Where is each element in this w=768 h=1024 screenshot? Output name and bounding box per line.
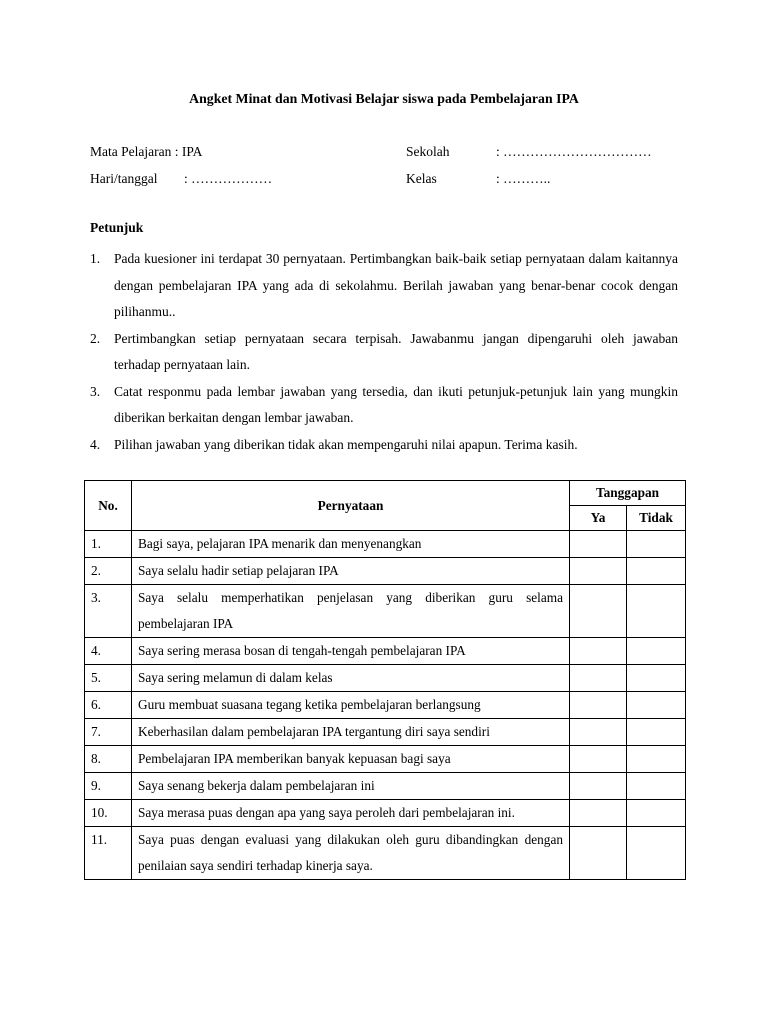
sekolah-field[interactable]: : …………………………… — [496, 144, 652, 159]
row-number: 10. — [85, 800, 132, 827]
table-row — [85, 719, 686, 746]
answer-tidak-cell[interactable] — [627, 585, 686, 638]
row-number: 3. — [85, 585, 132, 638]
table-row — [85, 585, 686, 638]
answer-ya-cell[interactable] — [570, 585, 627, 638]
mata-pelajaran-label: Mata Pelajaran : IPA — [90, 144, 203, 159]
row-number: 7. — [85, 719, 132, 746]
answer-ya-cell[interactable] — [570, 719, 627, 746]
table-row — [85, 558, 686, 585]
table-row — [85, 827, 686, 880]
table-row — [85, 692, 686, 719]
page-title: Angket Minat dan Motivasi Belajar siswa pada Pembelajaran IPA — [189, 91, 579, 106]
statement-text: Saya senang bekerja dalam pembelajaran ini — [132, 773, 570, 800]
instruction-list — [90, 246, 678, 458]
instruction-text: Pilihan jawaban yang diberikan tidak akan mempengaruhi nilai apapun. Terima kasih. — [114, 436, 578, 452]
instruction-number: 4. — [90, 436, 101, 452]
header-pernyataan: Pernyataan — [132, 481, 570, 531]
answer-tidak-cell[interactable] — [627, 638, 686, 665]
answer-tidak-cell[interactable] — [627, 719, 686, 746]
row-number: 4. — [85, 638, 132, 665]
answer-tidak-cell[interactable] — [627, 531, 686, 558]
answer-ya-cell[interactable] — [570, 827, 627, 880]
hari-tanggal-label: Hari/tanggal — [90, 171, 158, 186]
table-row — [85, 638, 686, 665]
answer-ya-cell[interactable] — [570, 800, 627, 827]
statement-text: Pembelajaran IPA memberikan banyak kepuasan bagi saya — [132, 746, 570, 773]
instruction-number: 1. — [90, 251, 101, 266]
row-number: 8. — [85, 746, 132, 773]
statement-text: Saya puas dengan evaluasi yang dilakukan oleh guru dibandingkan dengan penilaian saya sendiri terhadap kinerja saya. — [132, 827, 570, 880]
answer-tidak-cell[interactable] — [627, 800, 686, 827]
table-row — [85, 665, 686, 692]
instruction-number: 2. — [90, 330, 101, 346]
answer-ya-cell[interactable] — [570, 665, 627, 692]
answer-tidak-cell[interactable] — [627, 746, 686, 773]
instruction-item — [90, 432, 678, 459]
answer-tidak-cell[interactable] — [627, 692, 686, 719]
answer-tidak-cell[interactable] — [627, 665, 686, 692]
header-tidak: Tidak — [627, 506, 686, 531]
answer-ya-cell[interactable] — [570, 531, 627, 558]
row-number: 11. — [85, 827, 132, 880]
answer-ya-cell[interactable] — [570, 773, 627, 800]
petunjuk-heading: Petunjuk — [90, 220, 144, 235]
table-row — [85, 746, 686, 773]
statement-text: Saya selalu hadir setiap pelajaran IPA — [132, 558, 570, 585]
table-row — [85, 531, 686, 558]
sekolah-label: Sekolah — [406, 144, 450, 159]
instruction-item — [90, 326, 678, 379]
hari-tanggal-field[interactable]: : ……………… — [184, 171, 273, 186]
row-number: 9. — [85, 773, 132, 800]
instruction-text: Pertimbangkan setiap pernyataan secara terpisah. Jawabanmu jangan dipengaruhi oleh jawaban terhadap pernyataan lain. — [114, 330, 678, 372]
statement-text: Saya merasa puas dengan apa yang saya peroleh dari pembelajaran ini. — [132, 800, 570, 827]
statement-text: Bagi saya, pelajaran IPA menarik dan menyenangkan — [132, 531, 570, 558]
row-number: 1. — [85, 531, 132, 558]
answer-tidak-cell[interactable] — [627, 558, 686, 585]
questionnaire-table — [84, 480, 686, 880]
instruction-text: Pada kuesioner ini terdapat 30 pernyataan. Pertimbangkan baik-baik setiap pernyataan dalam kaitannya dengan pembelajaran IPA yang ada di sekolahmu. Berilah jawaban yang benar-benar cocok dengan pilihanmu.. — [114, 251, 678, 319]
header-ya: Ya — [570, 506, 627, 531]
row-number: 2. — [85, 558, 132, 585]
instruction-text: Catat responmu pada lembar jawaban yang tersedia, dan ikuti petunjuk-petunjuk lain yang mungkin diberikan berkaitan dengan lembar jawaban. — [114, 383, 678, 425]
answer-ya-cell[interactable] — [570, 746, 627, 773]
row-number: 5. — [85, 665, 132, 692]
statement-text: Saya sering melamun di dalam kelas — [132, 665, 570, 692]
header-tanggapan: Tanggapan — [570, 481, 686, 506]
statement-text: Saya sering merasa bosan di tengah-tengah pembelajaran IPA — [132, 638, 570, 665]
instruction-number: 3. — [90, 383, 101, 399]
statement-text: Keberhasilan dalam pembelajaran IPA tergantung diri saya sendiri — [132, 719, 570, 746]
answer-tidak-cell[interactable] — [627, 773, 686, 800]
statement-text: Saya selalu memperhatikan penjelasan yang diberikan guru selama pembelajaran IPA — [132, 585, 570, 638]
statement-text: Guru membuat suasana tegang ketika pembelajaran berlangsung — [132, 692, 570, 719]
instruction-item — [90, 246, 678, 326]
answer-tidak-cell[interactable] — [627, 827, 686, 880]
answer-ya-cell[interactable] — [570, 558, 627, 585]
kelas-field[interactable]: : ……….. — [496, 171, 551, 186]
table-row — [85, 800, 686, 827]
table-row — [85, 773, 686, 800]
kelas-label: Kelas — [406, 171, 437, 186]
row-number: 6. — [85, 692, 132, 719]
answer-ya-cell[interactable] — [570, 638, 627, 665]
instruction-item — [90, 379, 678, 432]
header-no: No. — [85, 481, 132, 531]
answer-ya-cell[interactable] — [570, 692, 627, 719]
